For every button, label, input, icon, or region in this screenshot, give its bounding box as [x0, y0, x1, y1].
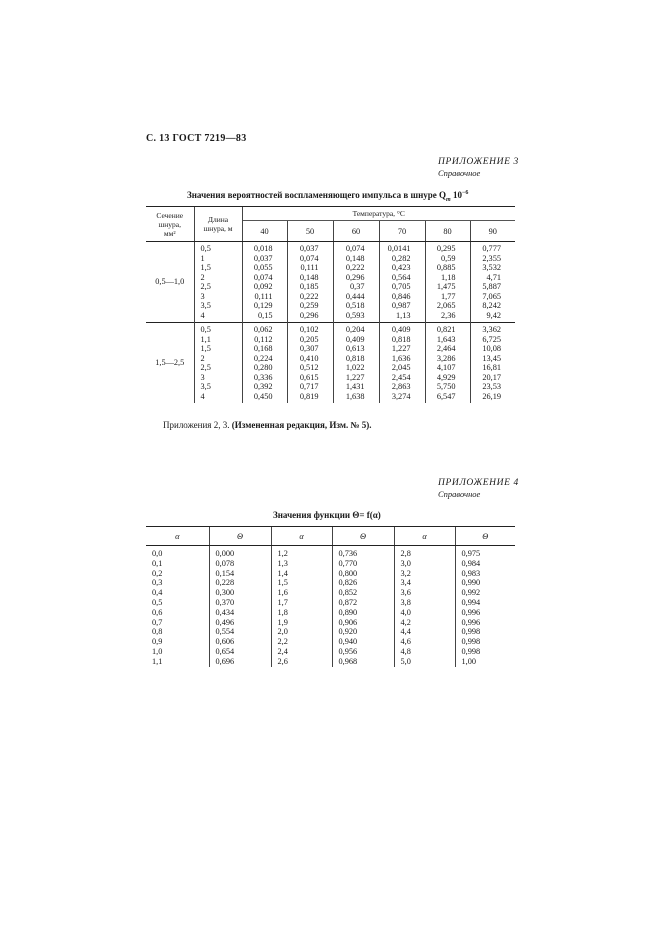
theta-value: 0,998: [461, 627, 481, 637]
probability-value: 1,636: [391, 353, 411, 363]
length-value: 2: [200, 353, 205, 363]
table-row: [146, 323, 515, 404]
probability-value: 3,286: [436, 353, 456, 363]
length-value: 1,5: [200, 344, 211, 353]
probability-value: 0,074: [253, 272, 273, 282]
value-cell: [287, 242, 333, 323]
probability-value: 0,518: [345, 301, 365, 310]
temp-col: 70: [379, 221, 425, 242]
probability-value: 1,638: [345, 391, 365, 401]
probability-value: 0,282: [391, 253, 411, 263]
probability-value: 1,227: [391, 344, 411, 353]
function-header: Θ: [209, 527, 271, 546]
temperature-header: Температура, °С: [242, 207, 515, 221]
function-header: α: [271, 527, 332, 546]
theta-value: 0,994: [461, 597, 481, 607]
probability-value: 0,074: [299, 253, 319, 263]
value-cell: [470, 242, 515, 323]
section-cell: 1,5—2,5: [146, 323, 194, 404]
probability-value: 2,355: [482, 253, 501, 263]
alpha-value: 0,3: [152, 578, 163, 588]
probability-value: 0,987: [391, 301, 411, 310]
probability-value: 0,112: [254, 334, 273, 344]
probability-value: 0,409: [345, 334, 365, 344]
probability-value: 1,431: [345, 382, 365, 391]
alpha-value: 2,6: [277, 656, 288, 666]
function-cell: [394, 546, 455, 667]
theta-value: 0,154: [215, 568, 235, 578]
alpha-value: 1,9: [277, 617, 288, 627]
probability-value: 0,205: [299, 334, 319, 344]
length-value: 1: [200, 253, 205, 263]
alpha-value: 3,0: [400, 558, 411, 568]
alpha-value: 1,2: [277, 549, 288, 558]
theta-value: 0,078: [215, 558, 235, 568]
probability-value: 8,242: [482, 301, 501, 310]
alpha-value: 1,3: [277, 558, 288, 568]
theta-value: 0,300: [215, 588, 235, 598]
temp-col: 60: [333, 221, 379, 242]
probability-table: [146, 206, 515, 403]
theta-value: 0,496: [215, 617, 235, 627]
theta-value: 0,654: [215, 646, 235, 656]
probability-value: 0,336: [253, 372, 273, 382]
probability-value: 10,08: [482, 344, 501, 353]
alpha-value: 1,1: [152, 656, 163, 666]
probability-value: 5,887: [482, 282, 501, 291]
theta-value: 0,770: [338, 558, 358, 568]
length-value: 2,5: [200, 363, 211, 372]
probability-value: 2,464: [436, 344, 456, 353]
theta-value: 0,906: [338, 617, 358, 627]
theta-value: 0,696: [215, 656, 235, 666]
value-cell: [379, 323, 425, 404]
probability-value: 0,296: [299, 310, 319, 320]
appendix4-title: Значения функции Θ= f(α): [273, 510, 381, 520]
probability-value: 0,037: [253, 253, 273, 263]
alpha-value: 0,6: [152, 607, 163, 617]
function-header: Θ: [332, 527, 394, 546]
theta-value: 0,990: [461, 578, 481, 588]
alpha-value: 1,0: [152, 646, 163, 656]
function-cell: [146, 546, 209, 667]
length-value: 4: [200, 391, 205, 401]
alpha-value: 0,1: [152, 558, 163, 568]
probability-value: 0,423: [391, 263, 411, 272]
section-header: [146, 207, 194, 242]
probability-value: 0,818: [345, 353, 365, 363]
probability-value: 1,77: [440, 291, 456, 301]
theta-value: 0,998: [461, 646, 481, 656]
alpha-value: 0,2: [152, 568, 163, 578]
probability-value: 0,092: [253, 282, 273, 291]
alpha-value: 2,8: [400, 549, 411, 558]
alpha-value: 2,2: [277, 637, 288, 647]
alpha-value: 3,4: [400, 578, 411, 588]
function-header: α: [394, 527, 455, 546]
theta-value: 0,956: [338, 646, 358, 656]
probability-value: 26,19: [482, 391, 501, 401]
alpha-value: 1,7: [277, 597, 288, 607]
function-header: α: [146, 527, 209, 546]
alpha-value: 1,4: [277, 568, 288, 578]
theta-value: 0,998: [461, 637, 481, 647]
length-value: 0,5: [200, 244, 211, 253]
probability-value: 0,037: [299, 244, 319, 253]
length-value: 0,5: [200, 325, 211, 334]
theta-value: 0,968: [338, 656, 358, 666]
probability-value: 23,53: [482, 382, 501, 391]
probability-value: 20,17: [482, 372, 501, 382]
alpha-value: 3,6: [400, 588, 411, 598]
probability-value: 0,59: [440, 253, 456, 263]
probability-value: 0,613: [345, 344, 365, 353]
appendix4-sub: Справочное: [438, 489, 481, 499]
length-cell: [194, 242, 242, 323]
probability-value: 0,705: [391, 282, 411, 291]
alpha-value: 4,4: [400, 627, 411, 637]
theta-value: 0,736: [338, 549, 358, 558]
alpha-value: 4,2: [400, 617, 411, 627]
section-header-line1: Сечение: [156, 210, 184, 220]
probability-value: 0,15: [257, 310, 273, 320]
probability-value: 0,148: [345, 253, 365, 263]
length-value: 2: [200, 272, 205, 282]
length-value: 4: [200, 310, 205, 320]
table-row: [146, 242, 515, 323]
probability-value: 0,0141: [387, 244, 411, 253]
alpha-value: 5,0: [400, 656, 411, 666]
theta-value: 0,554: [215, 627, 235, 637]
length-value: 3,5: [200, 301, 211, 310]
probability-value: 0,222: [345, 263, 365, 272]
probability-value: 0,410: [299, 353, 319, 363]
probability-value: 3,532: [482, 263, 501, 272]
probability-value: 0,392: [253, 382, 273, 391]
probability-value: 2,065: [436, 301, 456, 310]
probability-value: 0,129: [253, 301, 273, 310]
theta-value: 0,975: [461, 549, 481, 558]
section-cell: 0,5—1,0: [155, 277, 185, 287]
value-cell: [242, 242, 287, 323]
theta-value: 0,890: [338, 607, 358, 617]
probability-value: 0,717: [299, 382, 319, 391]
probability-value: 2,36: [440, 310, 456, 320]
alpha-value: 2,0: [277, 627, 288, 637]
value-cell: [425, 323, 470, 404]
alpha-value: 1,8: [277, 607, 288, 617]
probability-value: 1,475: [436, 282, 456, 291]
probability-value: 0,062: [253, 325, 273, 334]
probability-value: 0,512: [299, 363, 319, 372]
theta-value: 0,434: [215, 607, 235, 617]
probability-value: 1,227: [345, 372, 365, 382]
probability-value: 0,296: [345, 272, 365, 282]
note: [163, 420, 372, 430]
appendix3-title-text: Значения вероятностей воспламеняющего импульса в шнуре Q: [187, 190, 447, 200]
theta-value: 0,852: [338, 588, 358, 598]
function-cell: [332, 546, 394, 667]
probability-value: 0,018: [253, 244, 273, 253]
value-cell: [242, 323, 287, 404]
probability-value: 0,259: [299, 301, 319, 310]
probability-value: 0,444: [345, 291, 365, 301]
value-cell: [333, 242, 379, 323]
probability-value: 0,615: [299, 372, 319, 382]
function-table: [146, 526, 515, 667]
value-cell: [470, 323, 515, 404]
alpha-value: 1,5: [277, 578, 288, 588]
length-header: [194, 207, 242, 242]
function-cell: [271, 546, 332, 667]
theta-value: 0,920: [338, 627, 358, 637]
probability-value: 2,863: [391, 382, 411, 391]
appendix3-title-exp: −6: [461, 190, 469, 196]
theta-value: 0,940: [338, 637, 358, 647]
alpha-value: 4,6: [400, 637, 411, 647]
probability-value: 2,454: [391, 372, 411, 382]
value-cell: [425, 242, 470, 323]
probability-value: 0,168: [253, 344, 273, 353]
theta-value: 0,606: [215, 637, 235, 647]
page-header: С. 13 ГОСТ 7219—83: [146, 133, 247, 144]
theta-value: 0,370: [215, 597, 235, 607]
appendix3-sub: Справочное: [438, 168, 481, 178]
temp-col: 40: [242, 221, 287, 242]
probability-value: 16,81: [482, 363, 501, 372]
alpha-value: 3,8: [400, 597, 411, 607]
probability-value: 0,185: [299, 282, 319, 291]
probability-value: 0,295: [436, 244, 456, 253]
probability-value: 0,450: [253, 391, 273, 401]
alpha-value: 0,9: [152, 637, 163, 647]
probability-value: 0,111: [254, 291, 273, 301]
probability-value: 0,148: [299, 272, 319, 282]
theta-value: 0,800: [338, 568, 358, 578]
theta-value: 0,872: [338, 597, 358, 607]
probability-value: 0,224: [253, 353, 273, 363]
section-header-line2: шнура,: [158, 219, 181, 229]
value-cell: [287, 323, 333, 404]
function-header: Θ: [455, 527, 515, 546]
alpha-value: 0,8: [152, 627, 163, 637]
theta-value: 0,000: [215, 549, 235, 558]
alpha-value: 0,7: [152, 617, 163, 627]
note-prefix: Приложения 2, 3.: [163, 420, 230, 430]
probability-value: 0,102: [299, 325, 319, 334]
probability-value: 4,71: [486, 272, 501, 282]
note-bold: (Измененная редакция, Изм. № 5).: [231, 420, 372, 430]
probability-value: 9,42: [486, 310, 501, 320]
probability-value: 0,055: [253, 263, 273, 272]
alpha-value: 4,0: [400, 607, 411, 617]
alpha-value: 2,4: [277, 646, 288, 656]
probability-value: 0,111: [300, 263, 319, 272]
probability-value: 1,643: [436, 334, 456, 344]
probability-value: 2,045: [391, 363, 411, 372]
probability-value: 0,777: [482, 244, 501, 253]
table-row: [146, 546, 515, 667]
probability-value: 0,885: [436, 263, 456, 272]
probability-value: 0,846: [391, 291, 411, 301]
length-header-line2: шнура, м: [203, 224, 233, 233]
alpha-value: 0,4: [152, 588, 163, 598]
theta-value: 0,996: [461, 617, 481, 627]
theta-value: 1,00: [461, 656, 477, 666]
probability-value: 1,18: [440, 272, 456, 282]
probability-value: 0,222: [299, 291, 319, 301]
probability-value: 0,818: [391, 334, 411, 344]
length-value: 2,5: [200, 282, 211, 291]
probability-value: 3,274: [391, 391, 411, 401]
probability-value: 1,022: [345, 363, 365, 372]
probability-value: 7,065: [482, 291, 501, 301]
length-value: 3,5: [200, 382, 211, 391]
temp-col: 50: [287, 221, 333, 242]
theta-value: 0,228: [215, 578, 235, 588]
temp-col: 90: [470, 221, 515, 242]
probability-value: 0,409: [391, 325, 411, 334]
theta-value: 0,992: [461, 588, 481, 598]
probability-value: 4,929: [436, 372, 456, 382]
theta-value: 0,826: [338, 578, 358, 588]
probability-value: 0,821: [436, 325, 456, 334]
function-cell: [209, 546, 271, 667]
temp-col: 80: [425, 221, 470, 242]
appendix3-title: [187, 190, 468, 203]
section-header-line3: мм²: [163, 228, 176, 238]
probability-value: 0,564: [391, 272, 411, 282]
length-cell: [194, 323, 242, 404]
alpha-value: 3,2: [400, 568, 411, 578]
probability-value: 0,307: [299, 344, 319, 353]
probability-value: 0,280: [253, 363, 273, 372]
probability-value: 4,107: [436, 363, 456, 372]
probability-value: 0,593: [345, 310, 365, 320]
probability-value: 5,750: [436, 382, 456, 391]
theta-value: 0,983: [461, 568, 481, 578]
length-value: 1,5: [200, 263, 211, 272]
alpha-value: 4,8: [400, 646, 411, 656]
length-value: 1,1: [200, 334, 211, 344]
appendix3-title-tail: 10: [452, 190, 462, 200]
length-value: 3: [200, 372, 205, 382]
appendix3-title-sub: m: [446, 196, 451, 203]
probability-value: 0,819: [299, 391, 319, 401]
theta-value: 0,996: [461, 607, 481, 617]
probability-value: 0,074: [345, 244, 365, 253]
theta-value: 0,984: [461, 558, 481, 568]
appendix4-label: ПРИЛОЖЕНИЕ 4: [438, 478, 519, 488]
length-header-line1: Длина: [207, 215, 229, 224]
value-cell: [379, 242, 425, 323]
probability-value: 6,547: [436, 391, 456, 401]
function-cell: [455, 546, 515, 667]
appendix3-label: ПРИЛОЖЕНИЕ 3: [438, 157, 519, 167]
alpha-value: 0,0: [152, 549, 163, 558]
probability-value: 6,725: [482, 334, 501, 344]
probability-value: 1,13: [395, 310, 411, 320]
probability-value: 13,45: [482, 353, 501, 363]
alpha-value: 0,5: [152, 597, 163, 607]
alpha-value: 1,6: [277, 588, 288, 598]
probability-value: 3,362: [482, 325, 501, 334]
length-value: 3: [200, 291, 205, 301]
probability-value: 0,204: [345, 325, 365, 334]
value-cell: [333, 323, 379, 404]
probability-value: 0,37: [349, 282, 365, 291]
